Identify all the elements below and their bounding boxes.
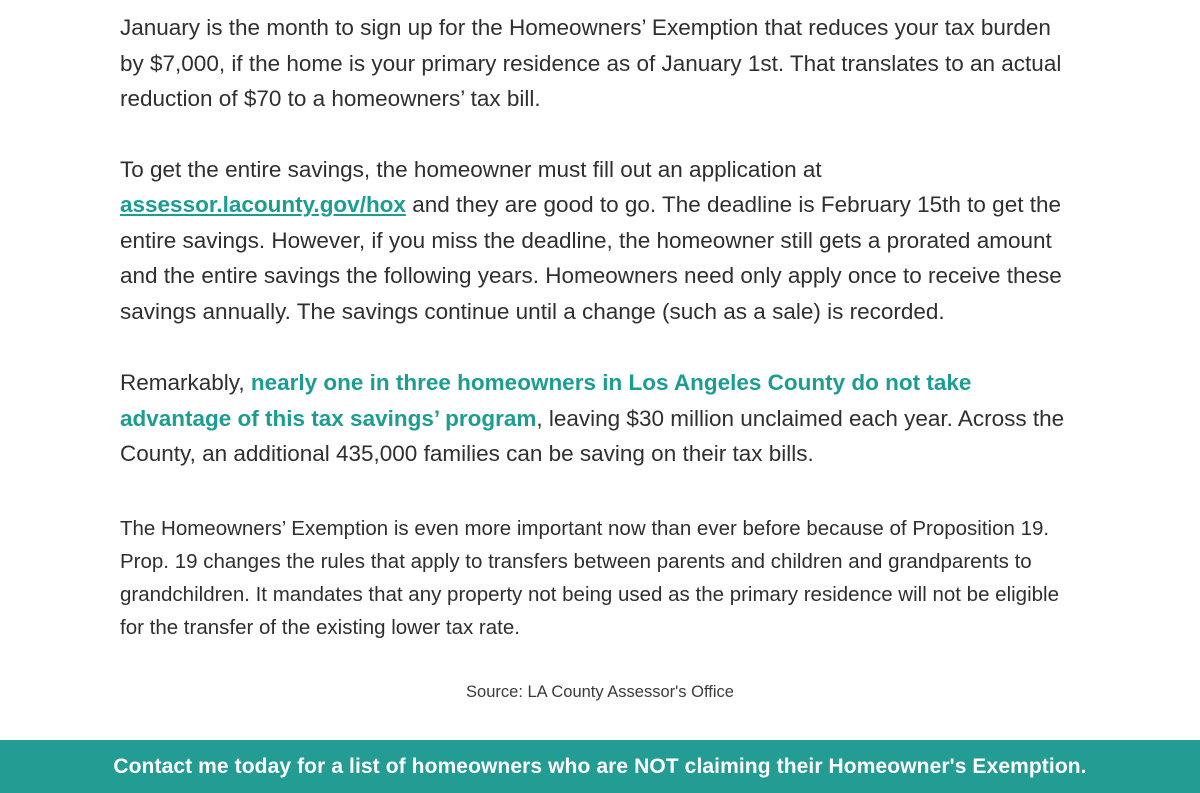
cta-text: Contact me today for a list of homeowners who are NOT claiming their Homeowner's Exemption. bbox=[113, 754, 1087, 778]
paragraph-statistics-text-before: Remarkably, bbox=[120, 370, 251, 395]
paragraph-prop19-text: The Homeowners’ Exemption is even more important now than ever before because of Proposition 19. Prop. 19 changes the rules that apply to transfers between parents and children and grandparents to grandchildren. It mandates that any property not being used as the primary residence will not be eligible for the transfer of the existing lower tax rate. bbox=[120, 516, 1059, 639]
paragraph-intro bbox=[120, 10, 1080, 117]
paragraph-application-text-after: and they are good to go. The deadline is February 15th to get the entire savings. However, if you miss the deadline, the homeowner still gets a prorated amount and the entire savings the following years. Homeowners need only apply once to receive these savings annually. The savings continue until a change (such as a sale) is recorded. bbox=[120, 192, 1062, 324]
statistic-highlight: nearly one in three homeowners in Los Angeles County do not take advantage of this tax savings’ program bbox=[120, 370, 972, 431]
assessor-link[interactable]: assessor.lacounty.gov/hox bbox=[120, 192, 406, 217]
paragraph-application-text-before: To get the entire savings, the homeowner must fill out an application at bbox=[120, 156, 822, 182]
paragraph-intro-text: January is the month to sign up for the Homeowners’ Exemption that reduces your tax burden by $7,000, if the home is your primary residence as of January 1st. That translates to an actual reduction of $70 to a homeowners’ tax bill. bbox=[120, 15, 1062, 111]
paragraph-prop19 bbox=[120, 512, 1080, 644]
paragraph-application bbox=[120, 152, 1080, 330]
paragraph-statistics-text-after: , leaving $30 million unclaimed each year. Across the County, an additional 435,000 families can be saving on their tax bills. bbox=[120, 405, 1065, 466]
paragraph-statistics bbox=[120, 365, 1080, 472]
cta-banner bbox=[0, 740, 1200, 793]
source-citation: Source: LA County Assessor's Office bbox=[466, 683, 734, 701]
article-body bbox=[120, 10, 1080, 644]
